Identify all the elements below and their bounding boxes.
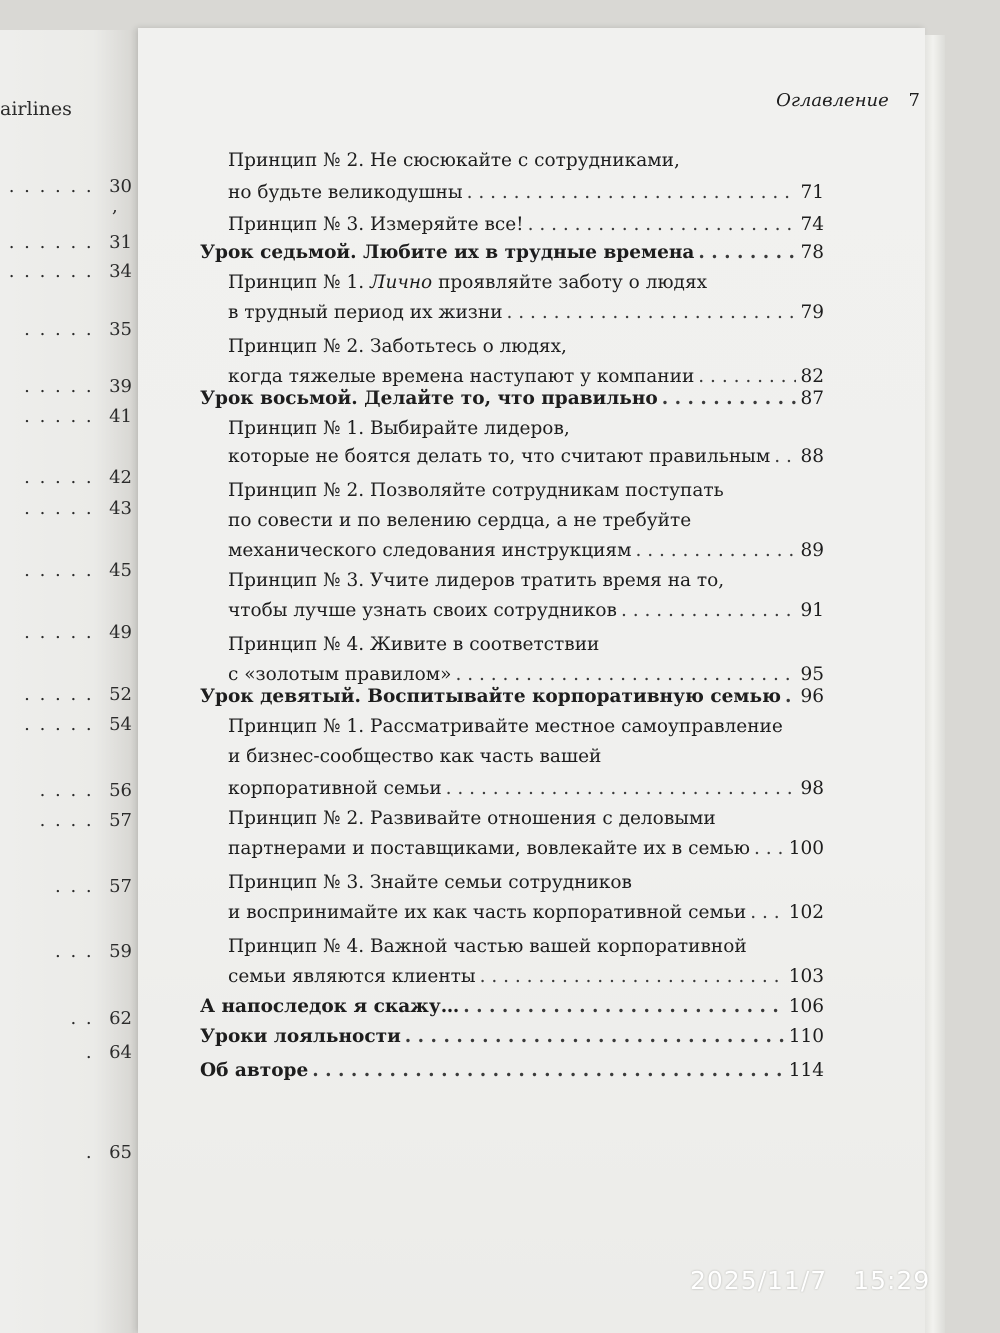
toc-page-number: 114 bbox=[788, 1060, 824, 1081]
toc-entry-text: Принцип № 2. Заботьтесь о людях, bbox=[228, 336, 567, 357]
left-page-number: . . . 59 bbox=[55, 941, 132, 962]
toc-entry-text: семьи являются клиенты bbox=[228, 966, 476, 987]
left-page-number: . . . . 57 bbox=[39, 810, 132, 831]
toc-page-number: 95 bbox=[800, 664, 824, 685]
photo-timestamp bbox=[690, 1266, 930, 1295]
toc-page-number: 102 bbox=[788, 902, 824, 923]
toc-principle-line bbox=[228, 870, 632, 896]
toc-dot-leader bbox=[446, 776, 797, 802]
toc-entry-text: А напоследок я скажу… bbox=[200, 996, 460, 1017]
toc-page-number: 87 bbox=[800, 388, 824, 409]
toc-dot-leader bbox=[405, 1024, 785, 1050]
left-page-number: . . . . . 35 bbox=[24, 319, 132, 340]
timestamp-time: 15:29 bbox=[853, 1266, 931, 1295]
toc-entry-text: чтобы лучше узнать своих сотрудников bbox=[228, 600, 617, 621]
toc-page-number: 88 bbox=[800, 446, 824, 467]
toc-entry-text: в трудный период их жизни bbox=[228, 302, 503, 323]
left-page-number: . . . . . . 31 bbox=[8, 232, 132, 253]
toc-principle-line bbox=[228, 148, 680, 174]
left-running-head: airlines bbox=[0, 98, 72, 120]
toc-page-number: 98 bbox=[800, 778, 824, 799]
toc-dot-leader bbox=[621, 598, 797, 624]
left-page bbox=[0, 30, 134, 1333]
toc-entry-text: Принцип № 2. Развивайте отношения с деловыми bbox=[228, 808, 716, 829]
toc-lesson-entry bbox=[200, 1058, 824, 1084]
toc-entry-text: Принцип № 2. Позволяйте сотрудникам поступать bbox=[228, 480, 724, 501]
toc-entry-text-part: проявляйте заботу о людях bbox=[432, 272, 708, 293]
toc-principle-line bbox=[228, 538, 824, 564]
toc-entry-text: с «золотым правилом» bbox=[228, 664, 452, 685]
toc-principle-line bbox=[228, 334, 567, 360]
toc-entry-text: когда тяжелые времена наступают у компании bbox=[228, 366, 695, 387]
left-page-number: . . . . . . 34 bbox=[8, 261, 132, 282]
toc-dot-leader bbox=[528, 212, 797, 238]
toc-principle-line bbox=[228, 270, 707, 296]
toc-dot-leader bbox=[480, 964, 785, 990]
toc-principle-line bbox=[228, 508, 691, 534]
toc-entry-text: Принцип № 3. Учите лидеров тратить время на то, bbox=[228, 570, 725, 591]
toc-principle-line bbox=[228, 300, 824, 326]
toc-entry-text: но будьте великодушны bbox=[228, 182, 463, 203]
left-page-number: . . . . . 42 bbox=[24, 467, 132, 488]
toc-principle-line bbox=[228, 416, 570, 442]
toc-dot-leader bbox=[467, 180, 797, 206]
toc-entry-text: по совести и по велению сердца, а не требуйте bbox=[228, 510, 692, 531]
left-page-number: . . . . . . 30 bbox=[8, 176, 132, 197]
toc-principle-line bbox=[228, 180, 824, 206]
toc-dot-leader bbox=[312, 1058, 784, 1084]
toc-principle-line bbox=[228, 598, 824, 624]
toc-principle-line bbox=[228, 900, 824, 926]
left-page-number: . . . . . 39 bbox=[24, 376, 132, 397]
toc-entry-text: Принцип № 3. Знайте семьи сотрудников bbox=[228, 872, 632, 893]
toc-lesson-entry bbox=[200, 1024, 824, 1050]
toc-lesson-entry bbox=[200, 994, 824, 1020]
left-page-number: . . . . 56 bbox=[39, 780, 132, 801]
toc-principle-line bbox=[228, 568, 724, 594]
left-page-number: . . . . . 49 bbox=[24, 622, 132, 643]
toc-page-number: 89 bbox=[800, 540, 824, 561]
toc-principle-line bbox=[228, 632, 599, 658]
running-header-page-number: 7 bbox=[908, 90, 920, 111]
toc-entry-text: Урок девятый. Воспитывайте корпоративную семью bbox=[200, 686, 781, 707]
toc-entry-text: механического следования инструкциям bbox=[228, 540, 632, 561]
left-page-number: . . . . . 54 bbox=[24, 714, 132, 735]
toc-dot-leader bbox=[463, 994, 784, 1020]
toc-dot-leader bbox=[698, 240, 796, 266]
toc-dot-leader bbox=[754, 836, 785, 862]
toc-principle-line bbox=[228, 964, 824, 990]
left-page-number: . . . . . 52 bbox=[24, 684, 132, 705]
toc-entry-text: Принцип № 3. Измеряйте все! bbox=[228, 214, 524, 235]
toc-entry-text: Принцип № 1. Рассматривайте местное самоуправление bbox=[228, 716, 783, 737]
left-page-number: . . . . . 41 bbox=[24, 406, 132, 427]
toc-dot-leader bbox=[507, 300, 797, 326]
toc-dot-leader bbox=[636, 538, 797, 564]
toc-page-number: 106 bbox=[788, 996, 824, 1017]
left-page-number: . . . 57 bbox=[55, 876, 132, 897]
toc-page-number: 74 bbox=[800, 214, 824, 235]
toc-page-number: 82 bbox=[800, 366, 824, 387]
toc-lesson-entry bbox=[200, 684, 824, 710]
toc-entry-text: партнерами и поставщиками, вовлекайте их в семью bbox=[228, 838, 750, 859]
toc-entry-text: Урок восьмой. Делайте то, что правильно bbox=[200, 388, 658, 409]
toc-page-number: 103 bbox=[788, 966, 824, 987]
toc-page-number: 91 bbox=[800, 600, 824, 621]
toc-entry-text: и бизнес-сообщество как часть вашей bbox=[228, 746, 602, 767]
timestamp-date: 2025/11/7 bbox=[690, 1266, 828, 1295]
toc-page-number: 96 bbox=[800, 686, 824, 707]
toc-dot-leader bbox=[662, 386, 797, 412]
toc-entry-text: Принцип № 4. Живите в соответствии bbox=[228, 634, 600, 655]
toc-entry-text: Принцип № 4. Важной частью вашей корпоративной bbox=[228, 936, 747, 957]
toc-entry-text: Уроки лояльности bbox=[200, 1026, 401, 1047]
toc-page-number: 110 bbox=[788, 1026, 824, 1047]
toc-principle-line bbox=[228, 744, 601, 770]
toc-dot-leader bbox=[750, 900, 784, 926]
toc-entry-text: которые не боятся делать то, что считают правильным bbox=[228, 446, 771, 467]
left-page-number: . . . . . 45 bbox=[24, 560, 132, 581]
toc-entry-emphasis: Лично bbox=[370, 272, 433, 293]
toc-dot-leader bbox=[774, 444, 796, 470]
toc-entry-text: корпоративной семьи bbox=[228, 778, 442, 799]
toc-principle-line bbox=[228, 478, 724, 504]
left-page-number: . . 62 bbox=[70, 1008, 132, 1029]
left-page-number: . 64 bbox=[85, 1042, 132, 1063]
toc-principle-line bbox=[228, 934, 747, 960]
toc-principle-line bbox=[228, 836, 824, 862]
toc-entry-text: и воспринимайте их как часть корпоративной семьи bbox=[228, 902, 747, 923]
toc-page-number: 79 bbox=[800, 302, 824, 323]
toc-entry-text: Об авторе bbox=[200, 1060, 309, 1081]
toc-dot-leader bbox=[785, 684, 796, 710]
left-page-number: . . . . . 43 bbox=[24, 498, 132, 519]
toc-entry-text: Принцип № 2. Не сюсюкайте с сотрудниками, bbox=[228, 150, 680, 171]
right-page bbox=[138, 28, 925, 1333]
toc-entry-text-part: Принцип № 1. bbox=[228, 272, 370, 293]
toc-entry-text: Урок седьмой. Любите их в трудные времена bbox=[200, 242, 695, 263]
toc-principle-line bbox=[228, 776, 824, 802]
toc-lesson-entry bbox=[200, 386, 824, 412]
toc-page-number: 71 bbox=[800, 182, 824, 203]
left-page-number: . 65 bbox=[85, 1142, 132, 1163]
toc-page-number: 78 bbox=[800, 242, 824, 263]
toc-principle-line bbox=[228, 212, 824, 238]
running-header bbox=[138, 90, 920, 111]
toc-principle-line bbox=[228, 806, 716, 832]
toc-entry-text bbox=[228, 270, 707, 296]
toc-principle-line bbox=[228, 714, 783, 740]
toc-lesson-entry bbox=[200, 240, 824, 266]
running-header-title: Оглавление bbox=[776, 90, 889, 111]
page-edge bbox=[925, 35, 945, 1333]
toc-entry-text: Принцип № 1. Выбирайте лидеров, bbox=[228, 418, 570, 439]
toc-principle-line bbox=[228, 444, 824, 470]
left-fragment: , bbox=[112, 196, 118, 217]
toc-page-number: 100 bbox=[788, 838, 824, 859]
